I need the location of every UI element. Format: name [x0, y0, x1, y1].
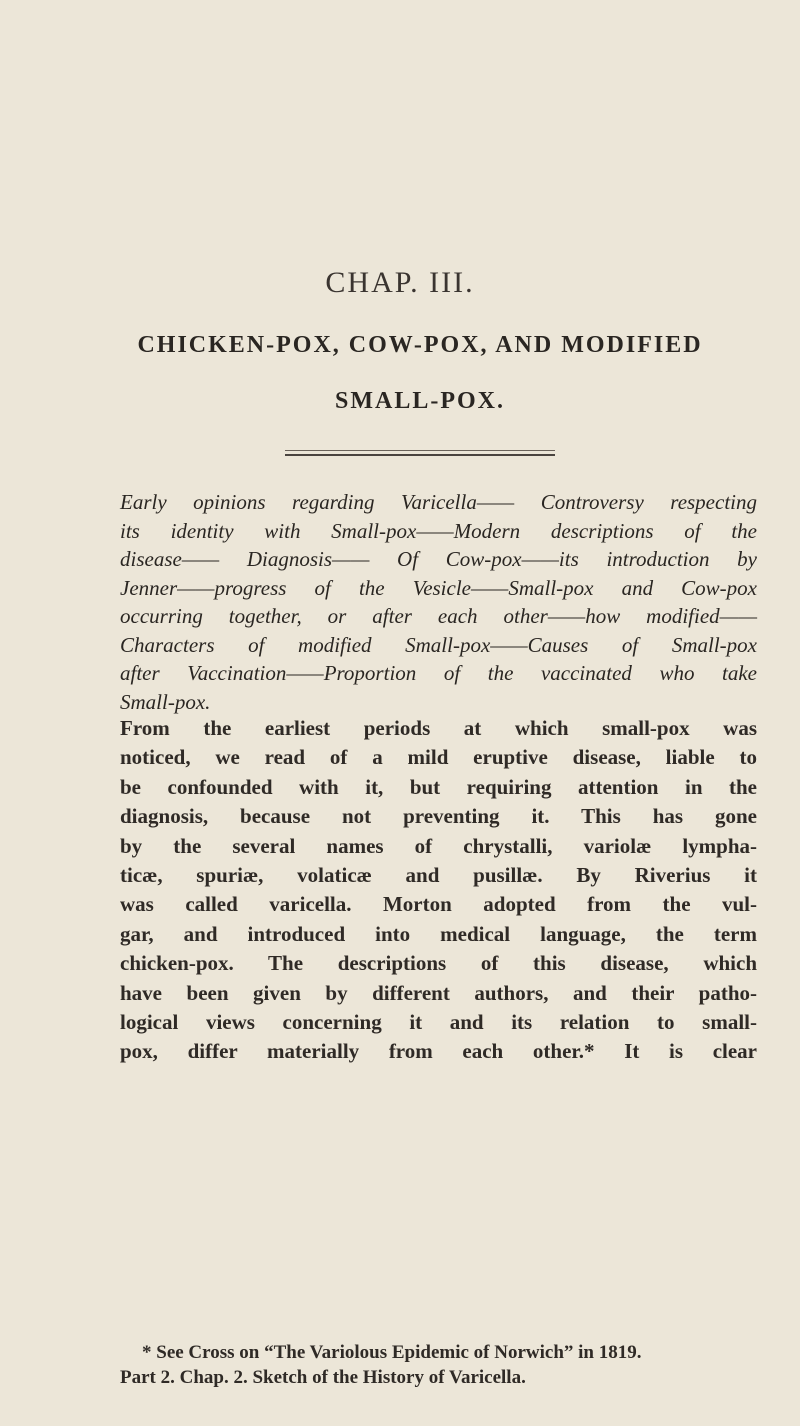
- title-divider: [285, 450, 555, 456]
- body-line: From the earliest periods at which small-pox was: [120, 716, 757, 740]
- body-line: logical views concerning it and its relation to small-: [120, 1010, 757, 1035]
- body-line: gar, and introduced into medical language, the term: [120, 921, 757, 946]
- summary-line: Small-pox.: [120, 689, 211, 714]
- footnote-line-2: Part 2. Chap. 2. Sketch of the History of Varicella.: [120, 1367, 526, 1388]
- body-line: noticed, we read of a mild eruptive disease, liable to: [120, 745, 757, 770]
- summary-line: disease—— Diagnosis—— Of Cow-pox——its introduction by: [120, 547, 757, 571]
- footnote-line-1: * See Cross on “The Variolous Epidemic of Norwich” in 1819.: [142, 1342, 642, 1363]
- footnote: [120, 1340, 770, 1390]
- chapter-title-line-1: CHICKEN-POX, COW-POX, AND MODIFIED: [137, 332, 703, 358]
- body-line: have been given by different authors, and their patho-: [120, 980, 757, 1005]
- body-line: diagnosis, because not preventing it. This has gone: [120, 804, 757, 829]
- summary-line: occurring together, or after each other——how modified——: [120, 604, 757, 628]
- body-line: chicken-pox. The descriptions of this disease, which: [120, 951, 757, 976]
- body-paragraph: [120, 714, 757, 1067]
- summary-line: Jenner——progress of the Vesicle——Small-pox and Cow-pox: [120, 575, 757, 600]
- body-line: by the several names of chrystalli, variolæ lympha-: [120, 833, 757, 858]
- summary-line: after Vaccination——Proportion of the vaccinated who take: [120, 661, 757, 685]
- summary-line: its identity with Small-pox——Modern descriptions of the: [120, 518, 757, 543]
- body-line: was called varicella. Morton adopted from the vul-: [120, 892, 757, 917]
- chapter-summary: [120, 488, 757, 716]
- body-line: pox, differ materially from each other.* It is clear: [120, 1039, 757, 1064]
- summary-line: Early opinions regarding Varicella—— Controversy respecting: [120, 490, 757, 514]
- body-line: be confounded with it, but requiring attention in the: [120, 774, 757, 799]
- chapter-title-line-2: SMALL-POX.: [335, 388, 505, 414]
- summary-line: Characters of modified Small-pox——Causes of Small-pox: [120, 632, 757, 657]
- chapter-heading: CHAP. III.: [325, 266, 475, 299]
- body-line: ticæ, spuriæ, volaticæ and pusillæ. By Riverius it: [120, 863, 757, 888]
